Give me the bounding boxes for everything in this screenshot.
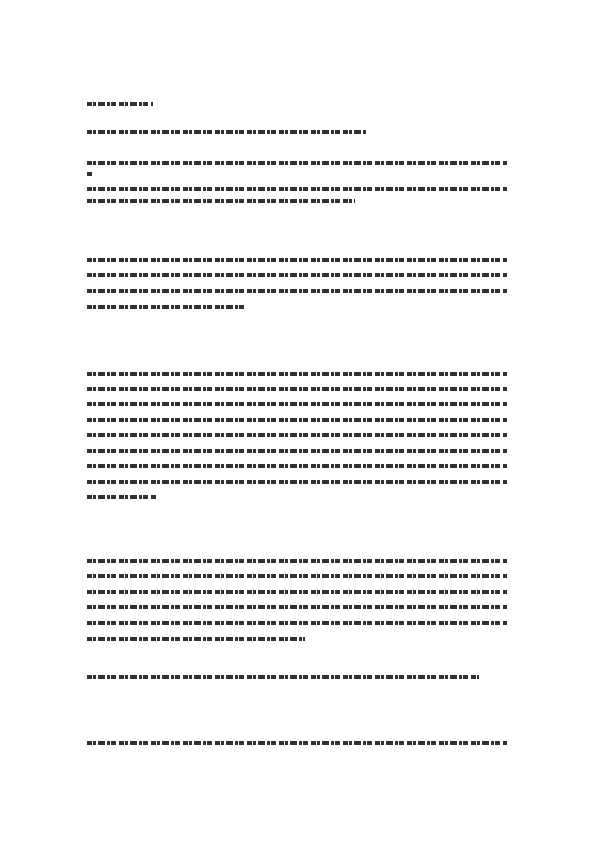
text-line bbox=[87, 433, 507, 437]
text-line bbox=[87, 621, 507, 625]
text-line bbox=[87, 102, 153, 106]
text-line bbox=[87, 387, 507, 391]
text-line bbox=[87, 187, 507, 191]
text-line bbox=[87, 199, 355, 203]
text-line bbox=[87, 130, 366, 134]
text-line bbox=[87, 449, 507, 453]
text-line bbox=[87, 305, 245, 309]
text-line bbox=[87, 258, 507, 262]
text-line bbox=[87, 289, 507, 293]
text-line bbox=[87, 559, 507, 563]
text-line bbox=[87, 273, 507, 277]
text-line bbox=[87, 675, 479, 679]
text-line bbox=[87, 637, 305, 641]
text-line bbox=[87, 372, 507, 376]
text-line bbox=[87, 590, 507, 594]
text-line bbox=[87, 574, 507, 578]
text-line bbox=[87, 495, 157, 499]
text-line bbox=[87, 172, 93, 176]
text-line bbox=[87, 418, 507, 422]
text-line bbox=[87, 605, 507, 609]
text-line bbox=[87, 402, 507, 406]
text-line bbox=[87, 464, 507, 468]
text-line bbox=[87, 741, 507, 745]
text-line bbox=[87, 480, 507, 484]
text-line bbox=[87, 161, 507, 165]
